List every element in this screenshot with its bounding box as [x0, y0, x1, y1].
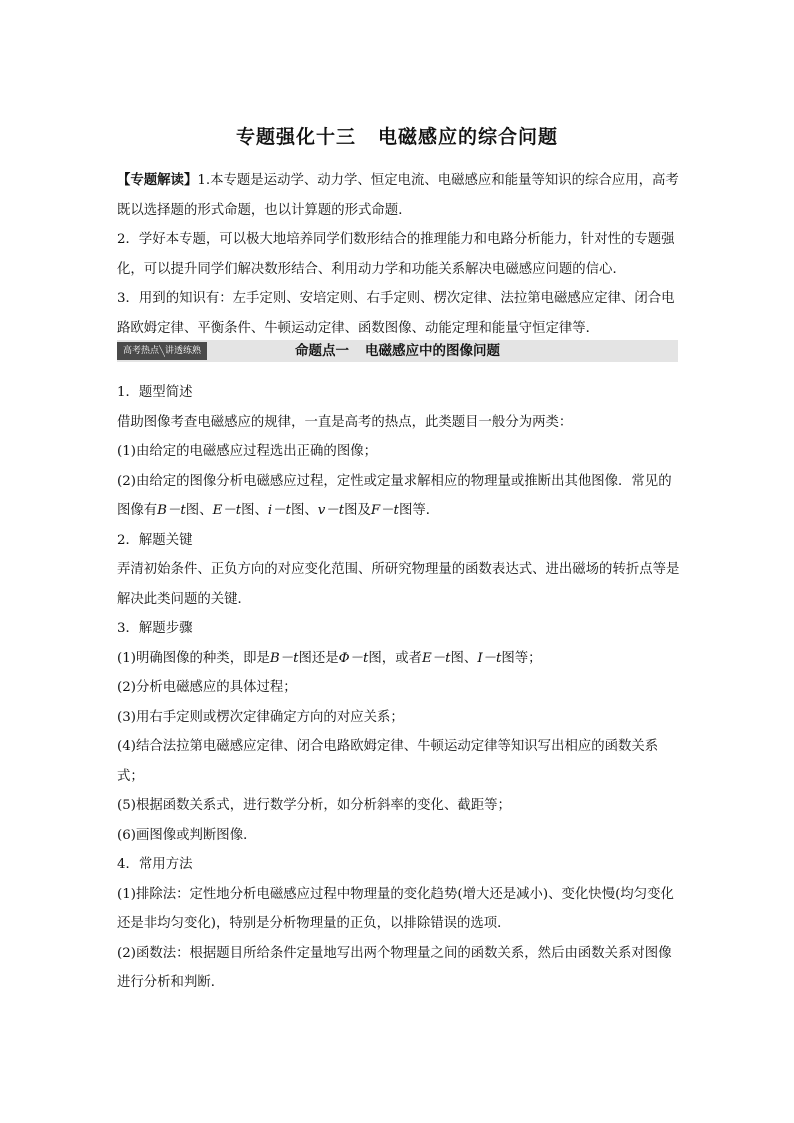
s1-paragraph-3 — [117, 467, 680, 526]
title-part2: 电磁感应的综合问题 — [378, 126, 559, 148]
graph-i-t: i－t — [267, 503, 291, 518]
section-banner — [117, 340, 678, 362]
graph-phi-t: Φ－t — [338, 650, 369, 666]
fig-1: 图 — [185, 503, 200, 518]
title-part1: 专题强化十三 — [235, 126, 356, 148]
s3-p1-c: 图，或者 — [368, 650, 422, 666]
graph-e-t: E－t — [212, 503, 242, 518]
s1-title: 1．题型简述 — [117, 385, 193, 400]
s3-paragraph-4: (4)结合法拉第电磁感应定律、闭合电路欧姆定律、牛顿运动定律等知识写出相应的函数关系式； — [117, 739, 659, 784]
main-section — [117, 378, 680, 998]
sep-2: 、 — [254, 503, 268, 518]
graph-f-t: F－t — [370, 503, 399, 518]
heading-part2: 电磁感应中的图像问题 — [365, 343, 500, 359]
heading-part1: 命题点一 — [295, 343, 349, 359]
graph-b-t-2: B－t — [269, 650, 299, 666]
intro-section — [117, 166, 680, 343]
sep-3: 、 — [304, 503, 318, 518]
page-title — [0, 122, 794, 149]
label-right: 讲透练熟 — [165, 346, 202, 356]
s1-paragraph-2: (1)由给定的电磁感应过程选出正确的图像； — [117, 444, 377, 459]
intro-paragraph-1 — [117, 166, 680, 225]
s4-paragraph-2: (2)函数法：根据题目所给条件定量地写出两个物理量之间的函数关系，然后由函数关系对图像进行分析和判断． — [117, 945, 672, 990]
label-left: 高考热点 — [122, 346, 159, 356]
s4-paragraph-1: (1)排除法：定性地分析电磁感应过程中物理量的变化趋势(增大还是减小)、变化快慢(均匀变化还是非均匀变化)，特别是分析物理量的正负，以排除错误的选项． — [117, 886, 674, 931]
s2-title: 2．解题关键 — [117, 532, 193, 548]
s3-p1-e: 图等； — [501, 650, 542, 666]
intro-text-1: 1.本专题是运动学、动力学、恒定电流、电磁感应和能量等知识的综合应用，高考既以选择题的形式命题，也以计算题的形式命题． — [117, 173, 679, 218]
s3-p1-d: 图、 — [450, 650, 478, 666]
s3-paragraph-3: (3)用右手定则或楞次定律确定方向的对应关系； — [117, 709, 404, 725]
fig-3: 图 — [290, 503, 305, 518]
s1-p3-text: (2)由给定的图像分析电磁感应过程，定性或定量求解相应的物理量或推断出其他图像．常见的图像有 — [117, 473, 672, 518]
s3-paragraph-1 — [117, 644, 680, 674]
sep-1: 、 — [199, 503, 213, 518]
fig-2: 图 — [241, 503, 255, 518]
intro-paragraph-3: 3．用到的知识有：左手定则、安培定则、右手定则、楞次定律、法拉第电磁感应定律、闭合电路欧姆定律、平衡条件、牛顿运动定律、函数图像、动能定理和能量守恒定律等． — [117, 291, 675, 336]
and-text: 图及 — [344, 503, 371, 518]
s4-title: 4．常用方法 — [117, 857, 193, 872]
s3-title: 3．解题步骤 — [117, 621, 193, 636]
s1-paragraph-1: 借助图像考查电磁感应的规律，一直是高考的热点，此类题目一般分为两类： — [117, 414, 573, 430]
s3-p1-b: 图还是 — [298, 650, 339, 666]
graph-v-t: v－t — [317, 503, 345, 518]
s3-paragraph-5: (5)根据函数关系式，进行数学分析，如分析斜率的变化、截距等； — [117, 798, 511, 813]
end-text: 图等． — [398, 503, 440, 518]
graph-e-t-2: E－t — [421, 650, 451, 666]
graph-b-t: B－t — [157, 503, 186, 518]
s3-p1-a: (1)明确图像的种类，即是 — [117, 650, 270, 666]
s3-paragraph-2: (2)分析电磁感应的具体过程； — [117, 680, 297, 695]
intro-tag: 【专题解读】 — [117, 173, 198, 188]
section-heading — [117, 340, 678, 362]
intro-paragraph-2: 2．学好本专题，可以极大地培养同学们数形结合的推理能力和电路分析能力，针对性的专题强化，可以提升同学们解决数形结合、利用动力学和功能关系解决电磁感应问题的信心． — [117, 232, 675, 277]
s2-paragraph-1: 弄清初始条件、正负方向的对应变化范围、所研究物理量的函数表达式、进出磁场的转折点等是解决此类问题的关键． — [117, 562, 680, 607]
graph-i-t-2: I－t — [477, 650, 502, 666]
s3-paragraph-6: (6)画图像或判断图像． — [117, 827, 257, 843]
